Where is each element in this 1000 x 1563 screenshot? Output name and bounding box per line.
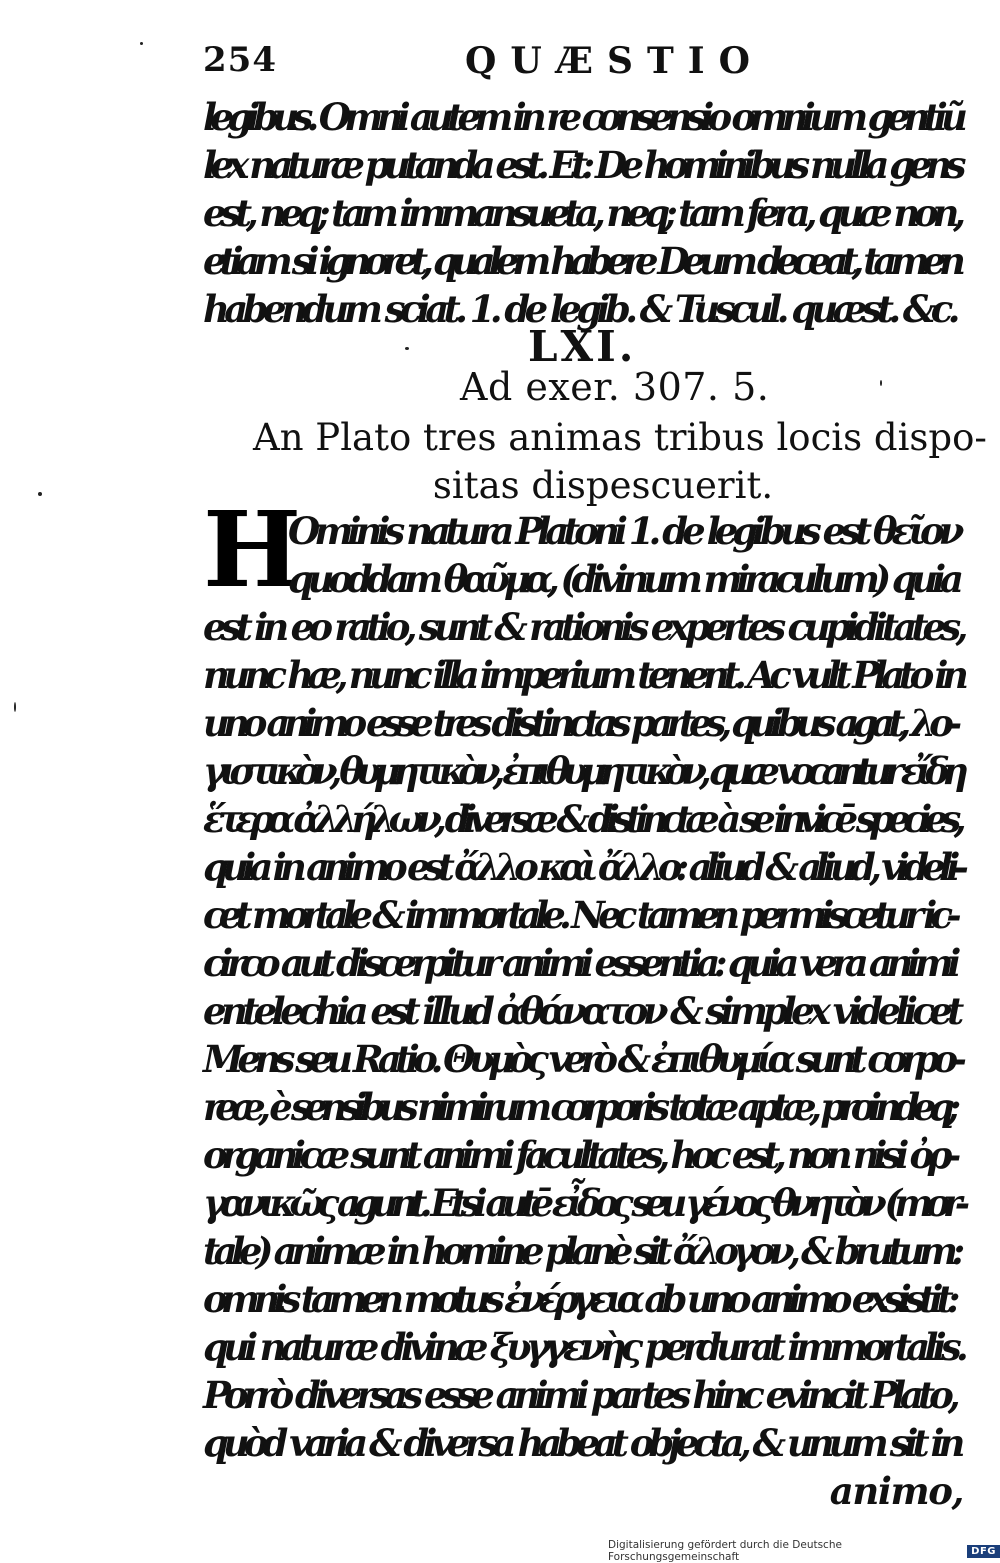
text-line: est in eo ratio, sunt & rationis expertes cupiditates, <box>203 605 963 649</box>
intro-paragraph <box>203 93 963 333</box>
text-line: qui naturæ divinæ ξυγγενὴς perdurat immortalis. <box>203 1325 964 1369</box>
ink-speck <box>14 702 16 712</box>
text-line: omnis tamen motus ἐνέργεια ab uno animo exsistit: <box>203 1277 954 1321</box>
digitization-footer <box>608 1541 1000 1561</box>
section-reference: Ad exer. 307. 5. <box>460 365 770 409</box>
text-line: legibus. Omni autem in re consensio omnium gentiũ <box>203 95 962 139</box>
text-line: lex naturæ putanda est. Et: De hominibus nulla gens <box>203 143 960 187</box>
section-title-line: sitas dispescuerit. <box>432 464 774 507</box>
text-line: nunc hæ, nunc illa imperium tenent. Ac vult Plato in <box>203 653 963 697</box>
body-paragraph <box>203 507 963 1515</box>
text-line: Ominis natura Platoni 1. de legibus est θεῖον <box>288 509 959 553</box>
text-line: etiam si ignoret, qualem habere Deum deceat, tamen <box>203 239 959 283</box>
section-title-line: An Plato tres animas tribus locis dispo- <box>253 416 987 459</box>
text-line: est, neq; tam immansueta, neq; tam fera, quæ non, <box>203 191 960 235</box>
text-line: uno animo esse tres distinctas partes, quibus agat, λο- <box>203 701 956 745</box>
text-line: γιστικὸν, θυμητικὸν, ἐπιθυμητικὸν, quæ vocantur εἴδη <box>203 749 961 793</box>
ink-speck <box>405 347 409 350</box>
running-head: QUÆSTIO <box>465 40 764 82</box>
ink-speck <box>880 380 882 386</box>
text-line: tale) animæ in homine planè sit ἄλογον, & brutum: <box>203 1229 959 1273</box>
drop-cap-initial: H <box>203 488 302 611</box>
section-title <box>253 414 987 510</box>
text-line: Mens seu Ratio. Θυμὸς verò & ἐπιθυμία sunt corpo- <box>203 1037 961 1081</box>
footer-text: Digitalisierung gefördert durch die Deutsche Forschungsgemeinschaft <box>608 1539 842 1563</box>
text-line: cet mortale & immortale. Nec tamen permiscetur ic- <box>203 893 955 937</box>
text-line: quòd varia & diversa habeat objecta, & unum sit in <box>203 1421 960 1465</box>
ink-speck <box>38 492 42 496</box>
text-line: quia in animo est ἄλλο καὶ ἄλλο: aliud & aliud, videli- <box>203 845 963 889</box>
text-line: habendum sciat. 1. de legib. & Tuscul. quæst. &c. <box>203 287 955 331</box>
ink-speck <box>140 42 143 45</box>
dfg-logo: DFG <box>967 1545 1000 1558</box>
text-line: entelechia est illud ἀθάνατον & simplex videlicet <box>203 989 959 1033</box>
catchword: animo, <box>829 1469 963 1513</box>
text-line: γανικῶς agunt. Etsi autē εἶδος seu γένος θνητὸν (mor- <box>203 1181 963 1225</box>
text-line: ἕτερα ἀλλήλων, diversæ & distinctæ à se invicē species, <box>203 797 960 841</box>
page-header <box>203 40 953 90</box>
text-line: quoddam θαῦμα, (divinum miraculum) quia <box>288 557 958 601</box>
section-number: LXI. <box>528 322 637 371</box>
text-line: Porrò diversas esse animi partes hinc evincit Plato, <box>203 1373 955 1417</box>
text-line: organicæ sunt animi facultates, hoc est, non nisi ὀρ- <box>203 1133 955 1177</box>
text-line: reæ, è sensibus nimirum corporis totæ aptæ, proindeq; <box>203 1085 954 1129</box>
page-number: 254 <box>203 40 277 80</box>
text-line: circo aut discerpitur animi essentia: quia vera animi <box>203 941 955 985</box>
